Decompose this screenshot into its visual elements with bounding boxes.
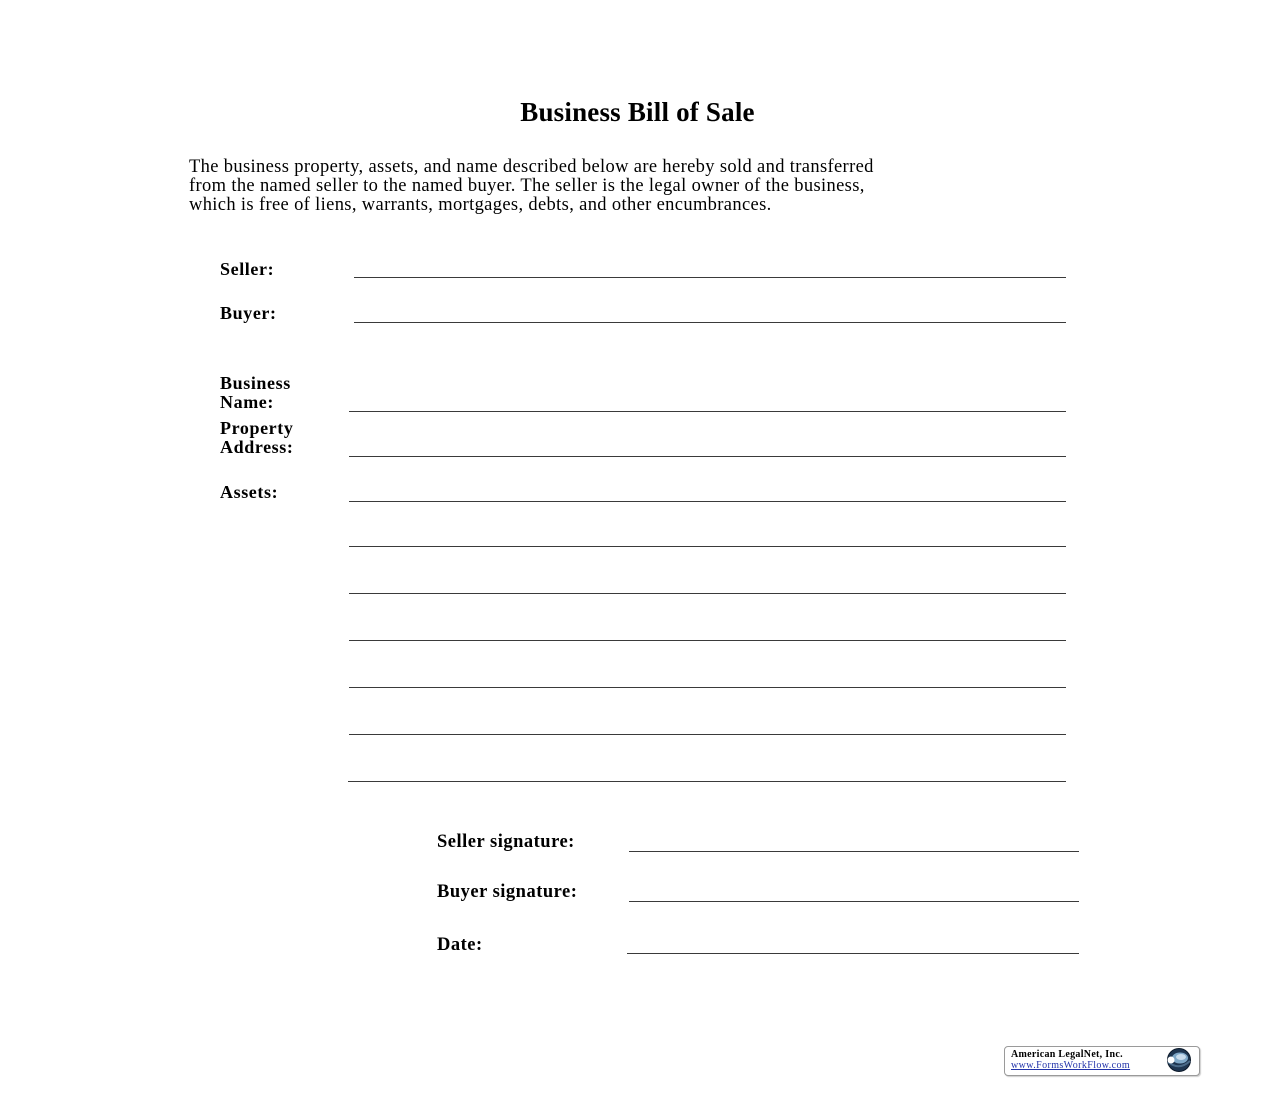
buyer-field[interactable]: [354, 322, 1066, 323]
assets-field-line-5[interactable]: [349, 687, 1066, 688]
intro-paragraph: [189, 158, 1089, 215]
seller-signature-label: Seller signature:: [437, 832, 575, 852]
buyer-signature-label: Buyer signature:: [437, 882, 578, 902]
intro-line: from the named seller to the named buyer. The seller is the legal owner of the business,: [189, 176, 865, 196]
assets-field-line-6[interactable]: [349, 734, 1066, 735]
buyer-signature-field[interactable]: [629, 901, 1079, 902]
business-name-label: [220, 374, 291, 412]
assets-field-line-2[interactable]: [349, 546, 1066, 547]
date-field[interactable]: [627, 953, 1079, 954]
property-address-label-line2: Address:: [220, 437, 294, 457]
property-address-label: [220, 419, 293, 457]
assets-field-line-4[interactable]: [349, 640, 1066, 641]
footer-company-name: American LegalNet, Inc.: [1011, 1049, 1123, 1060]
property-address-field[interactable]: [349, 456, 1066, 457]
property-address-label-line1: Property: [220, 418, 294, 438]
footer-url-link[interactable]: www.FormsWorkFlow.com: [1011, 1060, 1131, 1071]
date-label: Date:: [437, 935, 483, 955]
assets-label: Assets:: [220, 482, 279, 502]
intro-line: The business property, assets, and name described below are hereby sold and transferred: [189, 157, 874, 177]
globe-logo-icon: [1162, 1047, 1196, 1073]
document-title: Business Bill of Sale: [520, 97, 755, 127]
seller-signature-field[interactable]: [629, 851, 1079, 852]
buyer-label: Buyer:: [220, 303, 277, 323]
assets-field-line-3[interactable]: [349, 593, 1066, 594]
business-name-label-line2: Name:: [220, 392, 274, 412]
business-name-field[interactable]: [349, 411, 1066, 412]
business-name-label-line1: Business: [220, 373, 291, 393]
seller-label: Seller:: [220, 259, 275, 279]
intro-line: which is free of liens, warrants, mortgages, debts, and other encumbrances.: [189, 195, 772, 215]
assets-field-line-1[interactable]: [349, 501, 1066, 502]
seller-field[interactable]: [354, 277, 1066, 278]
assets-field-line-7[interactable]: [348, 781, 1066, 782]
